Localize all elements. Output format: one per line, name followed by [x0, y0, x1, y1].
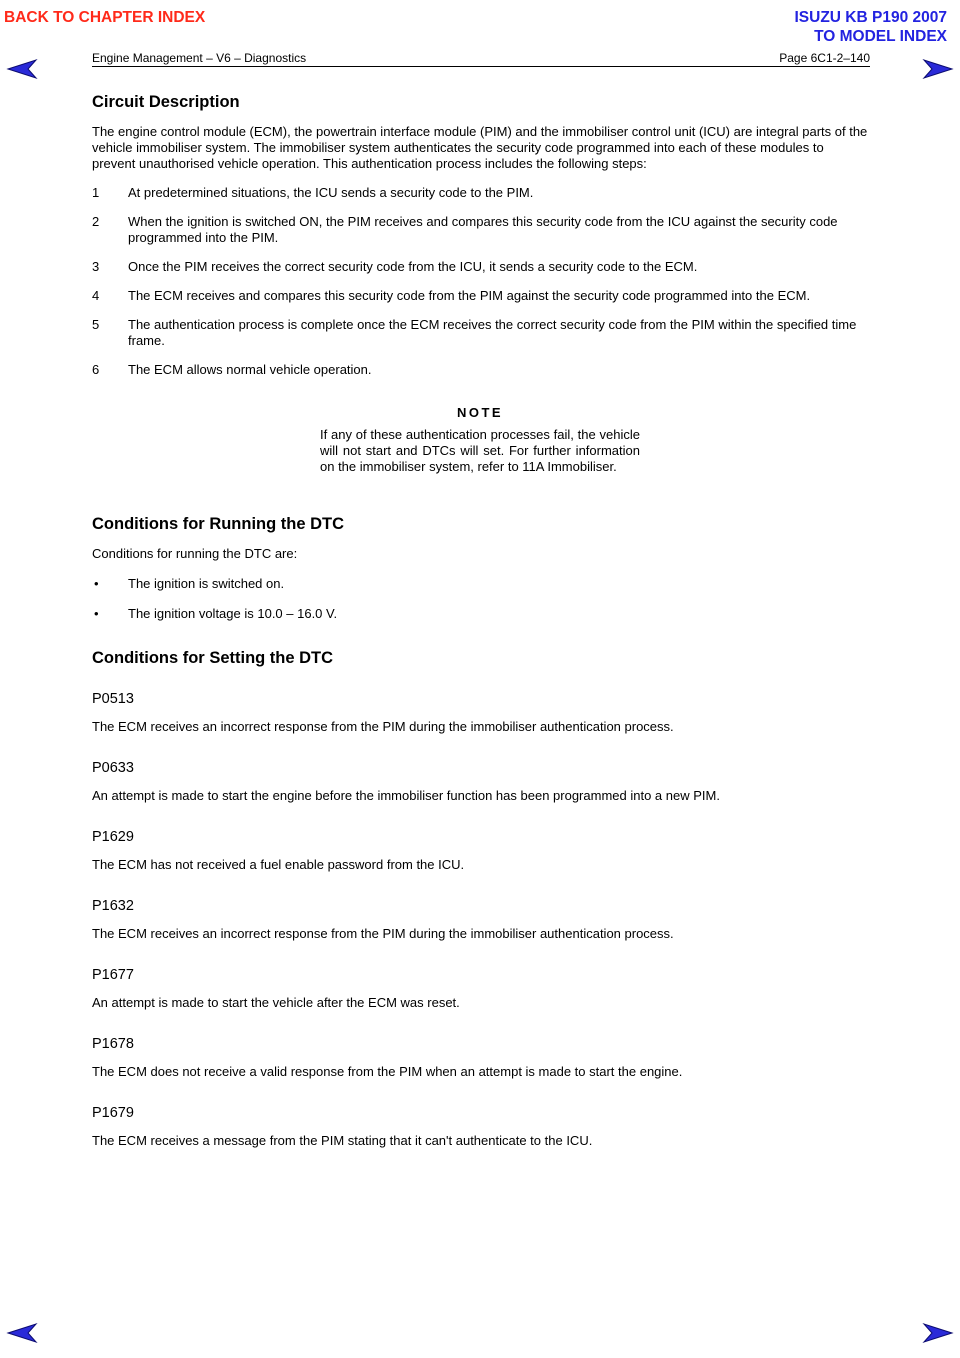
step-item: 4 The ECM receives and compares this security code from the PIM against the security code programmed into the ECM.: [92, 288, 811, 303]
note-box: [320, 405, 640, 475]
conditions-running-heading: Conditions for Running the DTC: [92, 515, 345, 533]
model-title: ISUZU KB P190 2007: [794, 9, 947, 26]
step-item: 2 When the ignition is switched ON, the PIM receives and compares this security code from the ICU against the security code programmed into the PIM.: [92, 214, 838, 245]
dtc-code: P1679: [92, 1105, 134, 1121]
header-divider: [92, 66, 870, 67]
back-to-chapter-index-link[interactable]: BACK TO CHAPTER INDEX: [4, 9, 206, 26]
dtc-code: P0513: [92, 691, 134, 707]
dtc-code: P1677: [92, 967, 134, 983]
next-page-arrow-icon[interactable]: [922, 58, 954, 80]
bullet-item: • The ignition is switched on.: [94, 576, 285, 591]
circuit-intro-paragraph: The engine control module (ECM), the powertrain interface module (PIM) and the immobiliser control unit (ICU) are integral parts of the vehicle immobiliser system. The immobiliser system authenticates the security code programmed into each of these modules to prevent unauthorised vehicle operation. This authentication process includes the following steps:: [92, 124, 868, 171]
note-title: NOTE: [456, 405, 504, 420]
step-item: 1 At predetermined situations, the ICU sends a security code to the PIM.: [92, 185, 534, 200]
conditions-setting-heading: Conditions for Setting the DTC: [92, 649, 334, 667]
previous-page-arrow-bottom-icon[interactable]: [6, 1322, 38, 1344]
dtc-description: An attempt is made to start the engine before the immobiliser function has been programmed into a new PIM.: [92, 788, 720, 803]
note-body: If any of these authentication processes fail, the vehicle will not start and DTCs will set. For further information on the immobiliser system, refer to 11A Immobiliser.: [320, 427, 640, 474]
circuit-description-heading: Circuit Description: [92, 93, 240, 111]
dtc-description: The ECM receives a message from the PIM stating that it can't authenticate to the ICU.: [92, 1133, 593, 1148]
dtc-description: The ECM has not received a fuel enable password from the ICU.: [92, 857, 465, 872]
dtc-description: The ECM receives an incorrect response from the PIM during the immobiliser authentication process.: [92, 926, 674, 941]
dtc-code: P1632: [92, 898, 134, 914]
dtc-description: An attempt is made to start the vehicle after the ECM was reset.: [92, 995, 460, 1010]
step-item: 5 The authentication process is complete once the ECM receives the correct security code from the PIM within the specified time frame.: [92, 317, 857, 348]
running-header-title: Engine Management – V6 – Diagnostics: [92, 51, 307, 65]
step-item: 3 Once the PIM receives the correct security code from the ICU, it sends a security code to the ECM.: [92, 259, 698, 274]
running-intro: Conditions for running the DTC are:: [92, 546, 298, 561]
dtc-description: The ECM receives an incorrect response from the PIM during the immobiliser authentication process.: [92, 719, 674, 734]
step-item: 6 The ECM allows normal vehicle operation.: [92, 362, 372, 377]
page-content: [92, 91, 870, 1149]
bullet-item: • The ignition voltage is 10.0 – 16.0 V.: [94, 606, 338, 621]
to-model-index-link[interactable]: [795, 8, 948, 46]
dtc-code: P1629: [92, 829, 134, 845]
previous-page-arrow-icon[interactable]: [6, 58, 38, 80]
dtc-code: P1678: [92, 1036, 134, 1052]
model-index-label: TO MODEL INDEX: [814, 28, 947, 45]
page-number: Page 6C1-2–140: [779, 51, 870, 65]
dtc-description: The ECM does not receive a valid response from the PIM when an attempt is made to start the engine.: [92, 1064, 683, 1079]
next-page-arrow-bottom-icon[interactable]: [922, 1322, 954, 1344]
dtc-code: P0633: [92, 760, 134, 776]
